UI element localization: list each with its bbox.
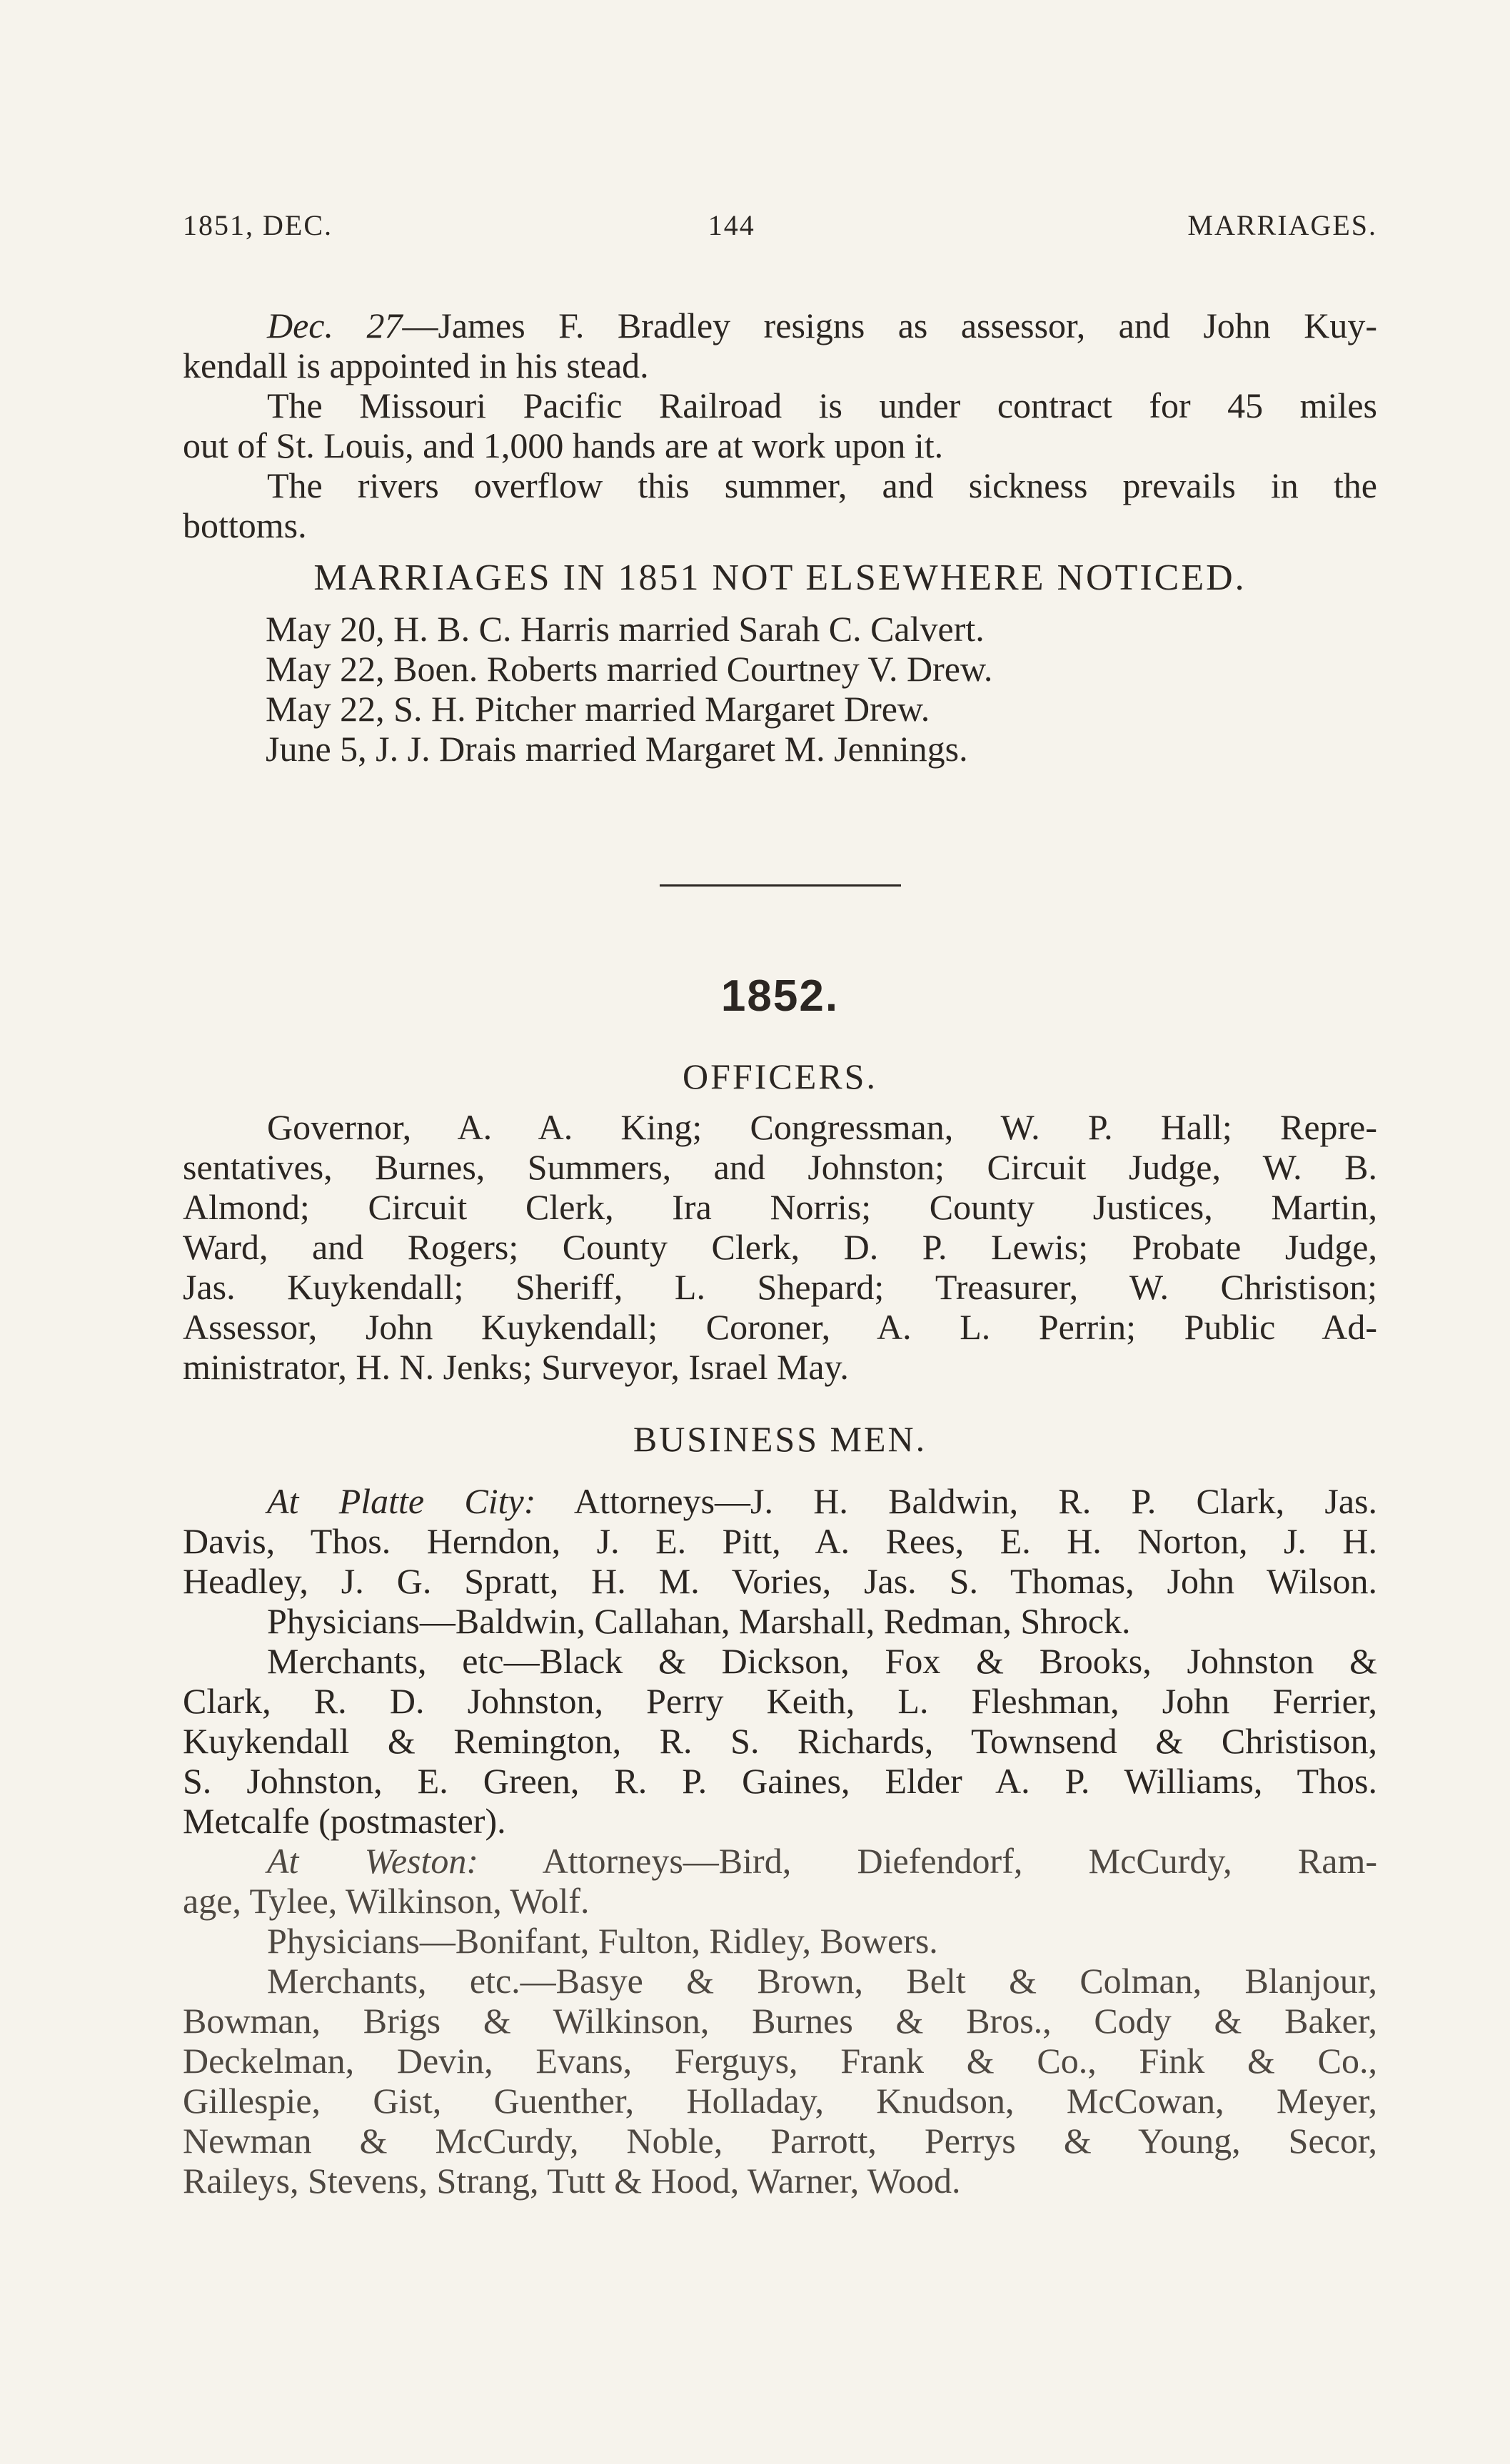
business-line: Bowman, Brigs & Wilkinson, Burnes & Bros., Cody & Baker, (183, 2001, 1377, 2041)
intro-line: out of St. Louis, and 1,000 hands are at work upon it. (183, 425, 944, 465)
officers-line: Assessor, John Kuykendall; Coroner, A. L. Perrin; Public Ad- (183, 1307, 1377, 1347)
page-number: 144 (708, 209, 755, 241)
running-head-date: 1851, DEC. (183, 209, 333, 241)
intro-line: The rivers overflow this summer, and sickness prevails in the (267, 465, 1377, 505)
business-line: age, Tylee, Wilkinson, Wolf. (183, 1881, 590, 1921)
place-label-weston: At Weston: (267, 1841, 479, 1881)
intro-line: The Missouri Pacific Railroad is under contract for 45 miles (267, 385, 1377, 425)
marriage-entry: May 22, S. H. Pitcher married Margaret Drew. (266, 689, 930, 729)
officers-heading: OFFICERS. (683, 1056, 877, 1096)
entry-date: Dec. 27 (267, 306, 403, 345)
business-line: Newman & McCurdy, Noble, Parrott, Perrys & Young, Secor, (183, 2121, 1377, 2161)
intro-paragraph-bradley (183, 306, 1377, 385)
intro-line: kendall is appointed in his stead. (183, 345, 649, 385)
business-line: Physicians—Bonifant, Fulton, Ridley, Bowers. (267, 1921, 938, 1961)
platte-attorneys-paragraph (183, 1481, 1377, 1601)
running-head (183, 208, 1377, 242)
business-line: Headley, J. G. Spratt, H. M. Vories, Jas. S. Thomas, John Wilson. (183, 1561, 1377, 1601)
business-line: Clark, R. D. Johnston, Perry Keith, L. Fleshman, John Ferrier, (183, 1681, 1377, 1721)
place-label-platte-city: At Platte City: (267, 1481, 536, 1521)
page-body (183, 306, 1377, 2201)
running-head-section: MARRIAGES. (1187, 209, 1377, 241)
officers-line: Almond; Circuit Clerk, Ira Norris; County Justices, Martin, (183, 1187, 1377, 1227)
business-heading: BUSINESS MEN. (633, 1419, 927, 1459)
platte-merchants-paragraph (183, 1641, 1377, 1841)
officers-line: sentatives, Burnes, Summers, and Johnston; Circuit Judge, W. B. (183, 1147, 1377, 1187)
marriage-entry: May 22, Boen. Roberts married Courtney V. Drew. (266, 649, 993, 689)
business-line: Attorneys—J. H. Baldwin, R. P. Clark, Jas. (535, 1481, 1377, 1521)
weston-physicians-paragraph (183, 1921, 1377, 1961)
marriages-list (183, 609, 1377, 769)
marriage-entry: May 20, H. B. C. Harris married Sarah C. Calvert. (266, 609, 985, 649)
business-line: Davis, Thos. Herndon, J. E. Pitt, A. Rees, E. H. Norton, J. H. (183, 1521, 1377, 1561)
business-line: Merchants, etc.—Basye & Brown, Belt & Colman, Blanjour, (267, 1961, 1377, 2001)
officers-paragraph (183, 1107, 1377, 1387)
platte-physicians-paragraph (183, 1601, 1377, 1641)
business-line: Kuykendall & Remington, R. S. Richards, Townsend & Christison, (183, 1721, 1377, 1761)
year-heading: 1852. (720, 971, 840, 1021)
weston-merchants-paragraph (183, 1961, 1377, 2201)
weston-attorneys-paragraph (183, 1841, 1377, 1921)
intro-paragraph-rivers (183, 465, 1377, 545)
business-line: Physicians—Baldwin, Callahan, Marshall, Redman, Shrock. (267, 1601, 1131, 1641)
marriages-heading: MARRIAGES IN 1851 NOT ELSEWHERE NOTICED. (313, 557, 1247, 598)
business-line: S. Johnston, E. Green, R. P. Gaines, Elder A. P. Williams, Thos. (183, 1761, 1377, 1801)
intro-line: bottoms. (183, 505, 307, 545)
business-line: Merchants, etc—Black & Dickson, Fox & Brooks, Johnston & (267, 1641, 1377, 1681)
business-line: Raileys, Stevens, Strang, Tutt & Hood, Warner, Wood. (183, 2161, 961, 2201)
intro-line: —James F. Bradley resigns as assessor, and John Kuy- (402, 306, 1377, 345)
officers-line: Governor, A. A. King; Congressman, W. P. Hall; Repre- (267, 1107, 1377, 1147)
business-line: Deckelman, Devin, Evans, Ferguys, Frank & Co., Fink & Co., (183, 2041, 1377, 2081)
marriage-entry: June 5, J. J. Drais married Margaret M. Jennings. (266, 729, 968, 769)
section-divider (660, 884, 901, 887)
officers-line: Ward, and Rogers; County Clerk, D. P. Lewis; Probate Judge, (183, 1227, 1377, 1267)
officers-line: ministrator, H. N. Jenks; Surveyor, Israel May. (183, 1347, 849, 1387)
intro-paragraph-railroad (183, 385, 1377, 465)
officers-line: Jas. Kuykendall; Sheriff, L. Shepard; Treasurer, W. Christison; (183, 1267, 1377, 1307)
business-line: Attorneys—Bird, Diefendorf, McCurdy, Ram- (478, 1841, 1378, 1881)
business-line: Gillespie, Gist, Guenther, Holladay, Knudson, McCowan, Meyer, (183, 2081, 1377, 2121)
business-line: Metcalfe (postmaster). (183, 1801, 506, 1841)
